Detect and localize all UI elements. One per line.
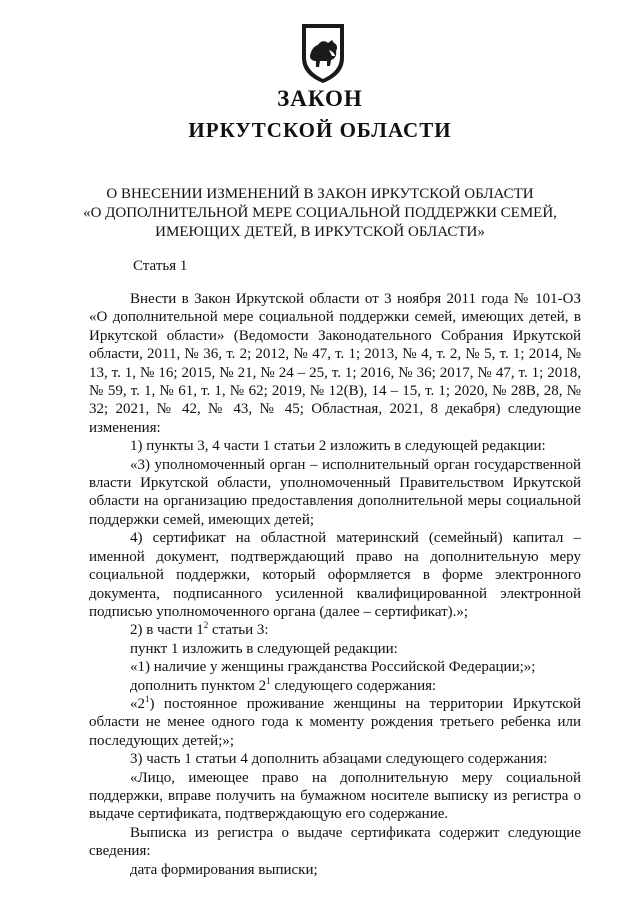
subject-line: ИМЕЮЩИХ ДЕТЕЙ, В ИРКУТСКОЙ ОБЛАСТИ» — [155, 224, 485, 240]
text: дополнить пунктом 2 — [130, 677, 267, 694]
paragraph — [89, 621, 581, 639]
law-title: ЗАКОН — [277, 86, 363, 111]
subject-line: О ВНЕСЕНИИ ИЗМЕНЕНИЙ В ЗАКОН ИРКУТСКОЙ ОБЛАСТИ — [106, 186, 534, 202]
paragraph: пункт 1 изложить в следующей редакции: — [130, 640, 398, 657]
superscript: 2 — [203, 620, 209, 631]
document-body — [89, 290, 581, 879]
paragraph: 3) часть 1 статьи 4 дополнить абзацами следующего содержания: — [130, 751, 548, 768]
text: статьи 3: — [208, 622, 269, 639]
text: «2 — [130, 695, 145, 712]
law-subject — [60, 185, 580, 242]
paragraph: Выписка из регистра о выдаче сертификата содержит следующие сведения: — [89, 824, 581, 860]
paragraph: Внести в Закон Иркутской области от 3 ноября 2011 года № 101-ОЗ «О дополнительной мере социальной поддержки семей, имеющих детей, в Иркутской области» (Ведомости Законодательного Собрания Иркутской области, 2011, № 36, т. 2; 2012, № 47, т. 1; 2013, № 4, т. 2, № 5, т. 1; 2014, № 13, т. 1, № 16; 2015, № 21, № 24 – 25, т. 1; 2016, № 36; 2017, № 47, т. 1; 2018, № 59, т. 1, № 61, т. 1, № 62; 2019, № 12(В), 14 – 15, т. 1; 2020, № 28В, 28, № 32; 2021, № 42, № 43, № 45; Областная, 2021, 8 декабря) следующие изменения: — [89, 291, 581, 436]
paragraph: 4) сертификат на областной материнский (семейный) капитал – именной документ, подтверждающий право на дополнительную меру социальной поддержки, который оформляется в форме электронного документа, подписанного усиленной квалифицированной электронной подписью уполномоченного органа (далее – сертификат).»; — [89, 530, 581, 620]
subject-line: «О ДОПОЛНИТЕЛЬНОЙ МЕРЕ СОЦИАЛЬНОЙ ПОДДЕРЖКИ СЕМЕЙ, — [83, 205, 557, 221]
paragraph — [89, 677, 581, 695]
article-heading: Статья 1 — [133, 258, 188, 274]
region-title: ИРКУТСКОЙ ОБЛАСТИ — [188, 118, 452, 142]
paragraph: «1) наличие у женщины гражданства Российской Федерации;»; — [130, 659, 536, 676]
paragraph: «3) уполномоченный орган – исполнительный орган государственной власти Иркутской области, уполномоченный Правительством Иркутской области на организацию предоставления дополнительной меры социальной поддержки семей, имеющих детей; — [89, 456, 581, 528]
text: 2) в части 1 — [130, 622, 204, 639]
paragraph — [89, 695, 581, 750]
superscript: 1 — [145, 693, 150, 704]
coat-of-arms-emblem — [299, 20, 347, 84]
superscript: 1 — [266, 675, 271, 686]
text: следующего содержания: — [270, 677, 437, 694]
paragraph: 1) пункты 3, 4 части 1 статьи 2 изложить в следующей редакции: — [130, 438, 546, 455]
text: ) постоянное проживание женщины на территории Иркутской области не менее одного года к моменту рождения третьего ребенка или последующих детей;»; — [89, 695, 581, 749]
paragraph: дата формирования выписки; — [130, 861, 318, 878]
paragraph: «Лицо, имеющее право на дополнительную меру социальной поддержки, вправе получить на бумажном носителе выписку из регистра о выдаче сертификата, подтверждающую его содержание. — [89, 769, 581, 823]
